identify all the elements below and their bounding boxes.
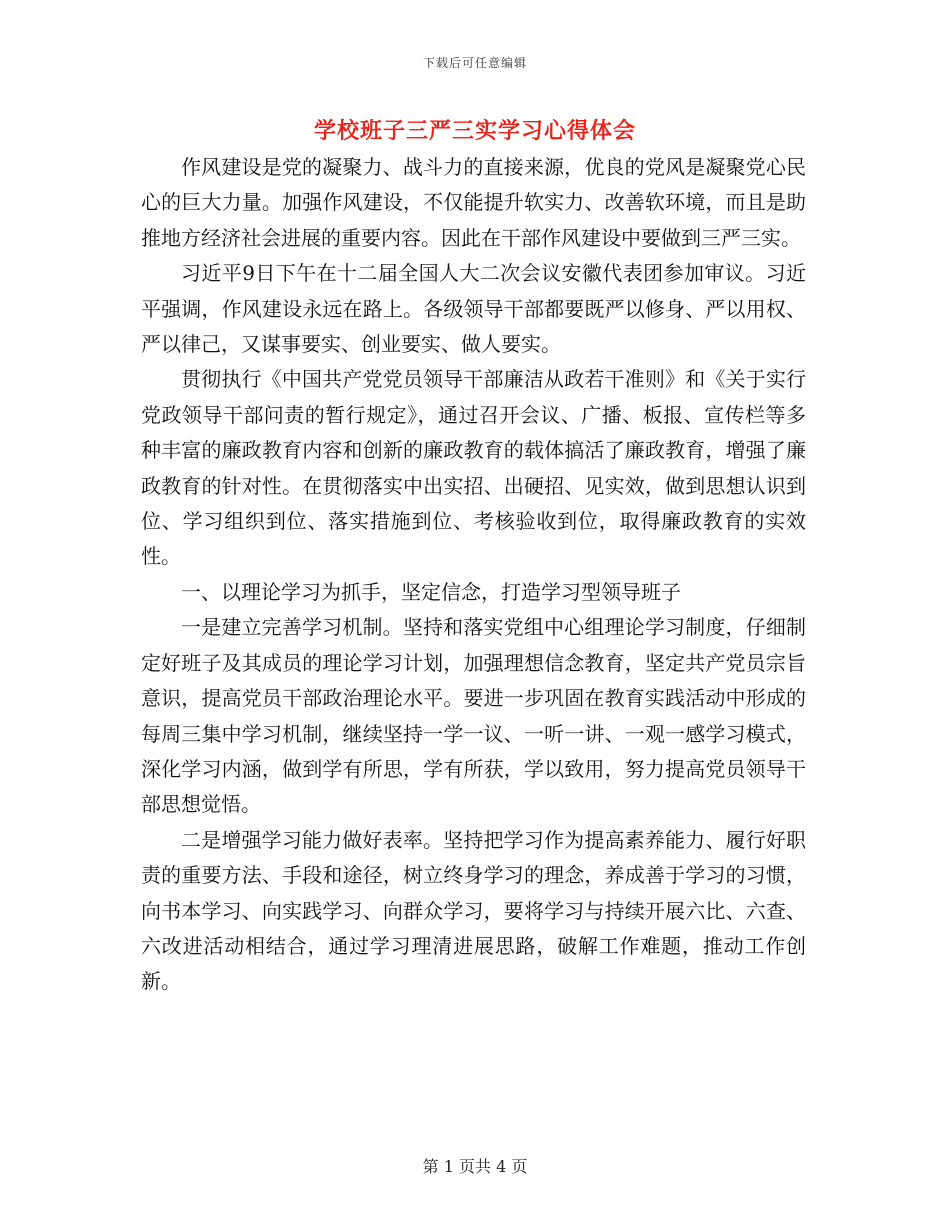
paragraph-3: 贯彻执行《中国共产党党员领导干部廉洁从政若干准则》和《关于实行党政领导干部问责的暂行规定》，通过召开会议、广播、板报、宣传栏等多种丰富的廉政教育内容和创新的廉政教育的载体搞活了廉政教育，增强了廉政教育的针对性。在贯彻落实中出实招、出硬招、见实效，做到思想认识到位、学习组织到位、落实措施到位、考核验收到位，取得廉政教育的实效性。 — [141, 367, 806, 569]
header-note: 下载后可任意编辑 — [422, 56, 527, 70]
paragraph-2: 习近平9日下午在十二届全国人大二次会议安徽代表团参加审议。习近平强调，作风建设永远在路上。各级领导干部都要既严以修身、严以用权、严以律己，又谋事要实、创业要实、做人要实。 — [141, 261, 806, 357]
document-title: 学校班子三严三实学习心得体会 — [313, 118, 636, 144]
document-body — [141, 150, 806, 1000]
section-heading-1: 一、以理论学习为抓手，坚定信念，打造学习型领导班子 — [181, 579, 681, 604]
page-indicator: 第 1 页共 4 页 — [422, 1157, 528, 1176]
paragraph-1: 作风建设是党的凝聚力、战斗力的直接来源，优良的党风是凝聚党心民心的巨大力量。加强作风建设，不仅能提升软实力、改善软环境，而且是助推地方经济社会进展的重要内容。因此在干部作风建设中要做到三严三实。 — [141, 155, 806, 250]
paragraph-4: 一是建立完善学习机制。坚持和落实党组中心组理论学习制度，仔细制定好班子及其成员的理论学习计划，加强理想信念教育，坚定共产党员宗旨意识，提高党员干部政治理论水平。要进一步巩固在教育实践活动中形成的每周三集中学习机制，继续坚持一学一议、一听一讲、一观一感学习模式，深化学习内涵，做到学有所思，学有所获，学以致用，努力提高党员领导干部思想觉悟。 — [141, 615, 806, 817]
paragraph-5: 二是增强学习能力做好表率。坚持把学习作为提高素养能力、履行好职责的重要方法、手段和途径，树立终身学习的理念，养成善于学习的习惯，向书本学习、向实践学习、向群众学习，要将学习与持续开展六比、六查、六改进活动相结合，通过学习理清进展思路，破解工作难题，推动工作创新。 — [141, 827, 806, 994]
